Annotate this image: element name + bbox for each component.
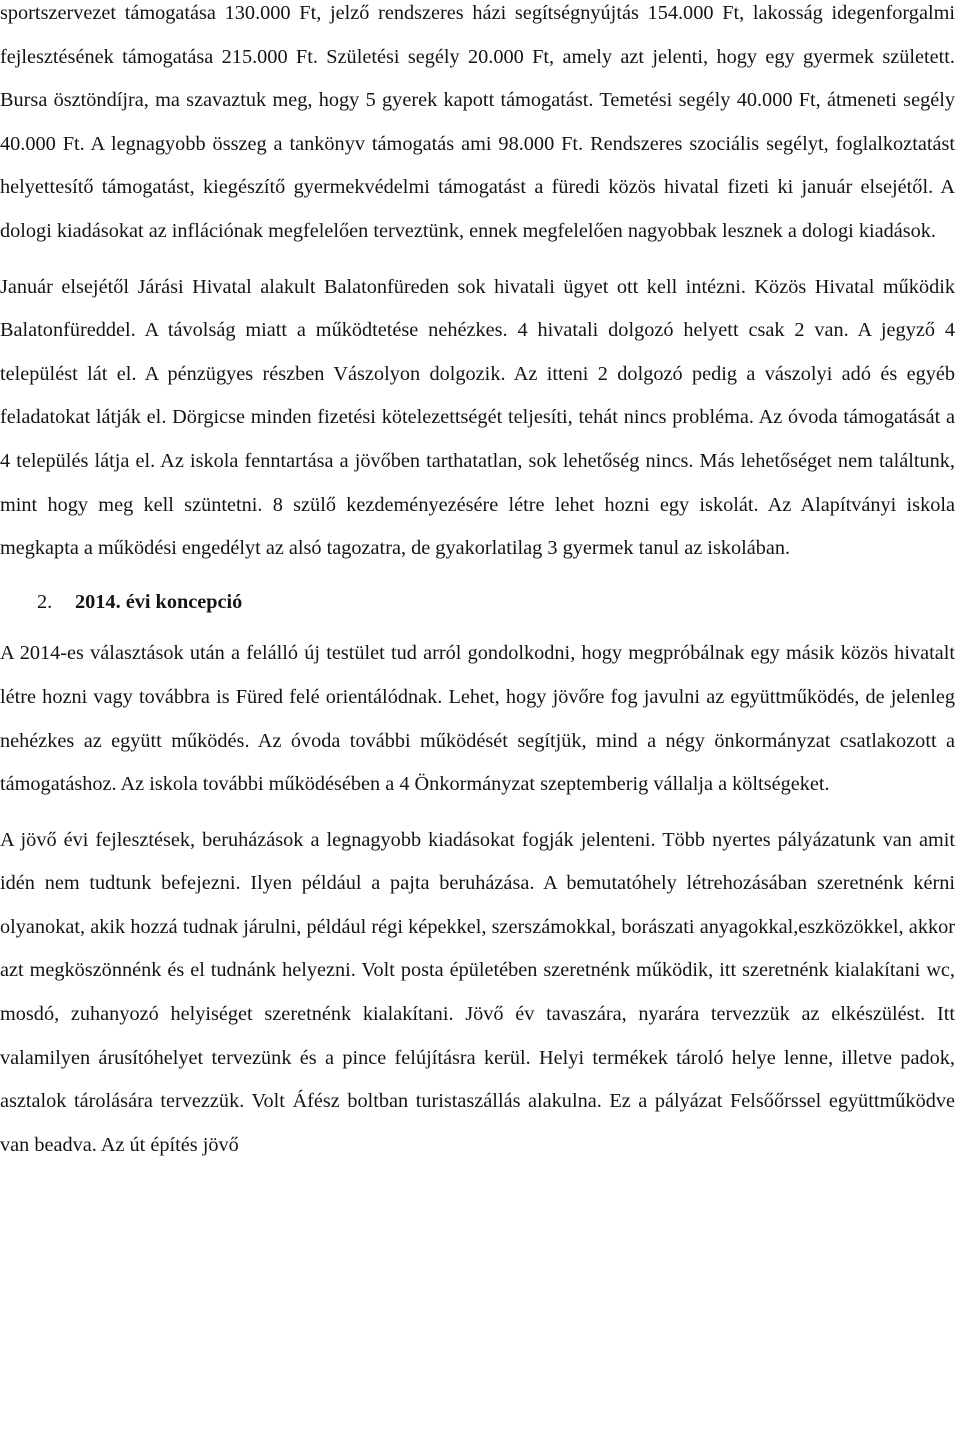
- paragraph-2014-concept: A 2014-es választások után a felálló új testület tud arról gondolkodni, hogy megpróbálnak egy másik közös hivatalt létre hozni vagy továbbra is Füred felé orientálódnak. Lehet, hogy jövőre fog javulni az együttműködés, de jelenleg nehézkes az együtt működés. Az óvoda további működését segítjük, mind a négy önkormányzat csatlakozott a támogatáshoz. Az iskola további működésében a 4 Önkormányzat szeptemberig vállalja a költségeket.: [0, 642, 955, 796]
- paragraph-budget-items: sportszervezet támogatása 130.000 Ft, jelző rendszeres házi segítségnyújtás 154.000 Ft, lakosság idegenforgalmi fejlesztésének támogatása 215.000 Ft. Születési segély 20.000 Ft, amely azt jelenti, hogy egy gyermek született. Bursa ösztöndíjra, ma szavaztuk meg, hogy 5 gyerek kapott támogatást. Temetési segély 40.000 Ft, átmeneti segély 40.000 Ft. A legnagyobb összeg a tankönyv támogatás ami 98.000 Ft. Rendszeres szociális segélyt, foglalkoztatást helyettesítő támogatást, kiegészítő gyermekvédelmi támogatást a füredi közös hivatal fizeti ki január elsejétől. A dologi kiadásokat az inflációnak megfelelően terveztünk, ennek megfelelően nagyobbak lesznek a dologi kiadások.: [0, 2, 955, 242]
- section-title: 2014. évi koncepció: [75, 590, 243, 613]
- section-number: 2.: [37, 590, 53, 613]
- paragraph-district-office: Január elsejétől Járási Hivatal alakult Balatonfüreden sok hivatali ügyet ott kell intézni. Közös Hivatal működik Balatonfüreddel. A távolság miatt a működtetése nehézkes. 4 hivatali dolgozó helyett csak 2 van. A jegyző 4 települést lát el. A pénzügyes részben Vászolyon dolgozik. Az itteni 2 dolgozó pedig a vászolyi adó és egyéb feladatokat látják el. Dörgicse minden fizetési kötelezettségét teljesíti, tehát nincs probléma. Az óvoda támogatását a 4 település látja el. Az iskola fenntartása a jövőben tarthatatlan, sok lehetőség nincs. Más lehetőséget nem találtunk, mint hogy meg kell szüntetni. 8 szülő kezdeményezésére létre lehet hozni egy iskolát. Az Alapítványi iskola megkapta a működési engedélyt az alsó tagozatra, de gyakorlatilag 3 gyermek tanul az iskolában.: [0, 275, 955, 560]
- section-heading: [0, 581, 955, 625]
- paragraph-developments: A jövő évi fejlesztések, beruházások a legnagyobb kiadásokat fogják jelenteni. Több nyertes pályázatunk van amit idén nem tudtunk befejezni. Ilyen például a pajta beruházása. A bemutatóhely létrehozásában szeretnénk kérni olyanokat, akik hozzá tudnak járulni, például régi képekkel, szerszámokkal, borászati anyagokkal,eszközökkel, akkor azt megköszönnénk és el tudnánk helyezni. Volt posta épületében szeretnénk működik, itt szeretnénk kialakítani wc, mosdó, zuhanyozó helyiséget szeretnénk kialakítani. Jövő év tavaszára, nyarára tervezzük az elkészülést. Itt valamilyen árusítóhelyet tervezünk és a pince felújításra kerül. Helyi termékek tároló helye lenne, illetve padok, asztalok tárolására tervezzük. Volt Áfész boltban turistaszállás alakulna. Ez a pályázat Felsőőrssel együttműködve van beadva. Az út építés jövő: [0, 828, 955, 1156]
